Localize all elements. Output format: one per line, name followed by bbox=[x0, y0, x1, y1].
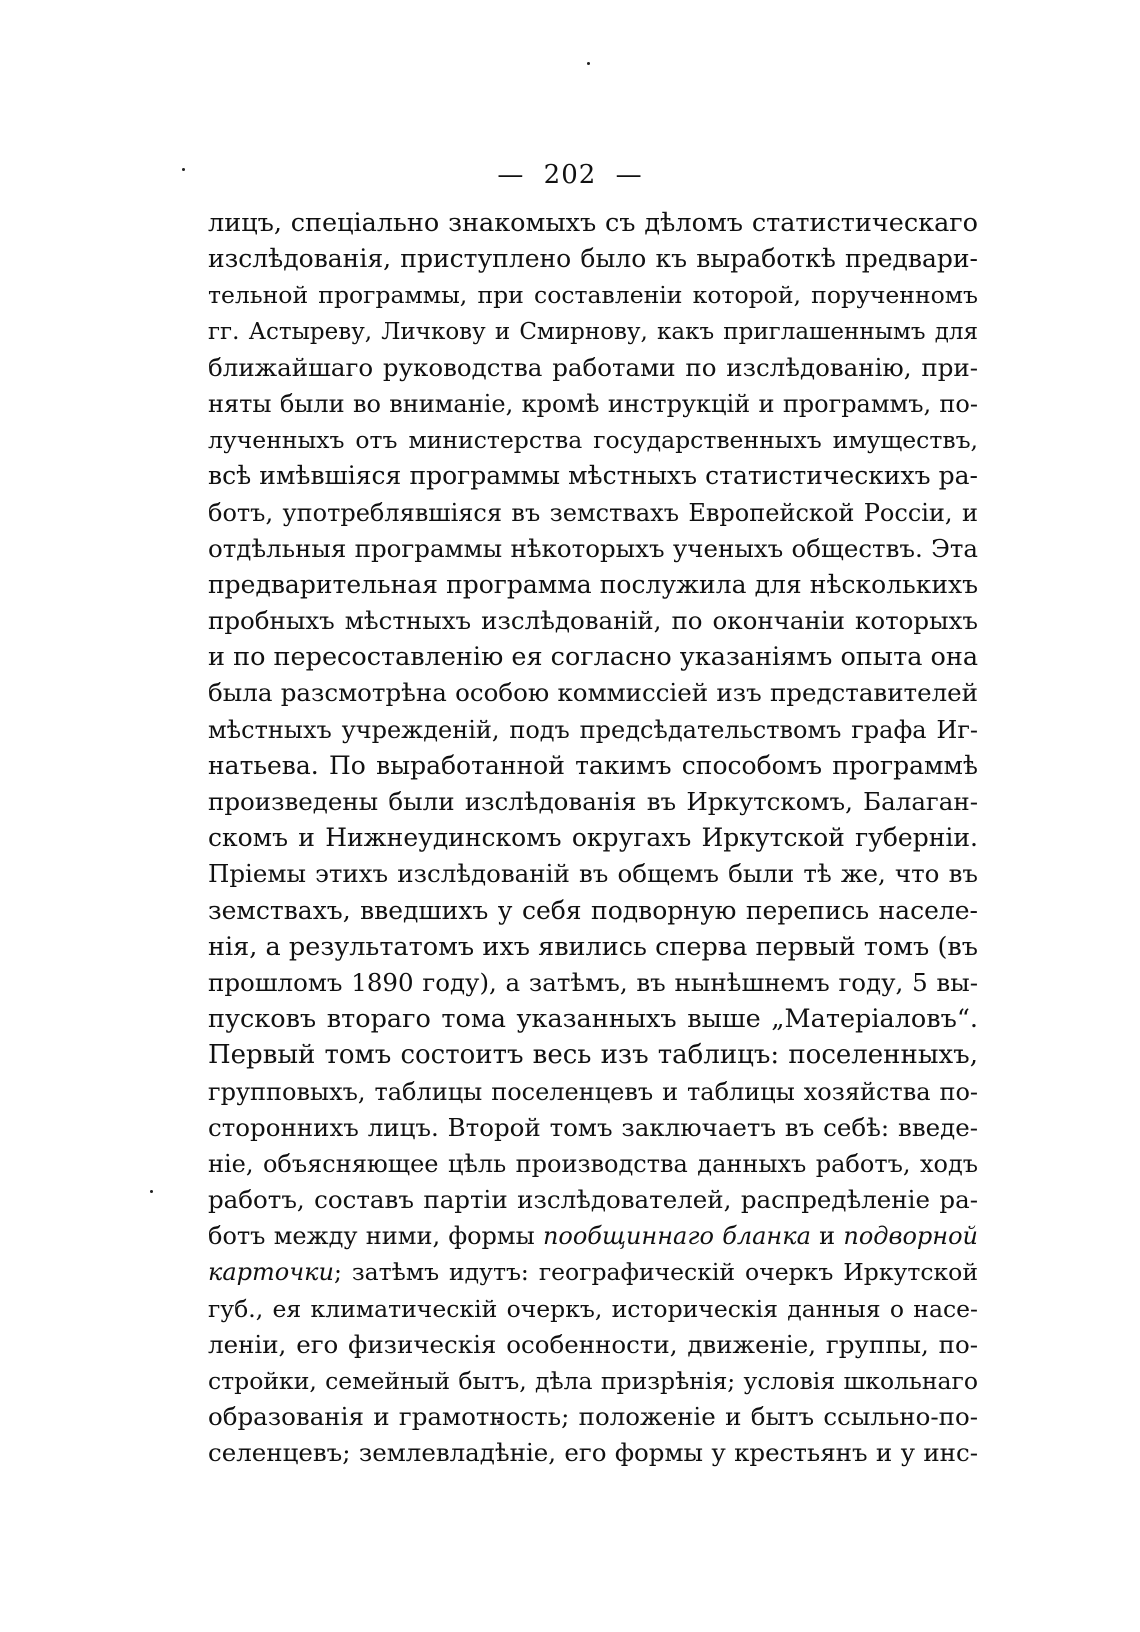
text-line: няты были во вниманіе, кромѣ инструкцій и программъ, по- bbox=[208, 389, 978, 418]
text-line-with-italics bbox=[208, 1218, 978, 1254]
text-line-with-italics bbox=[208, 1254, 978, 1290]
text-line: ніе, объясняющее цѣль производства данныхъ работъ, ходъ bbox=[208, 1149, 978, 1178]
text-line: отдѣльныя программы нѣкоторыхъ ученыхъ обществъ. Эта bbox=[208, 533, 978, 563]
text-line: селенцевъ; землевладѣніе, его формы у крестьянъ и у инс- bbox=[208, 1438, 978, 1468]
page-number-dash-right: — bbox=[615, 160, 643, 190]
text-line: гг. Астыреву, Личкову и Смирнову, какъ приглашеннымъ для bbox=[208, 318, 978, 345]
scan-speck bbox=[587, 62, 590, 65]
text-line: скомъ и Нижнеудинскомъ округахъ Иркутской губерніи. bbox=[208, 823, 978, 853]
text-line: предварительная программа послужила для нѣсколькихъ bbox=[208, 569, 978, 599]
text-line: Пріемы этихъ изслѣдованій въ общемъ были тѣ же, что въ bbox=[208, 859, 978, 889]
text-line: и по пересоставленію ея согласно указаніямъ опыта она bbox=[208, 642, 979, 673]
text-line: пробныхъ мѣстныхъ изслѣдованій, по окончаніи которыхъ bbox=[208, 606, 978, 636]
text-line: натьева. По выработанной такимъ способомъ программѣ bbox=[208, 750, 978, 780]
text-line: ближайшаго руководства работами по изслѣдованію, при- bbox=[208, 352, 978, 382]
text-line: ботъ, употреблявшіяся въ земствахъ Европейской Россіи, и bbox=[208, 498, 978, 527]
text-line: была разсмотрѣна особою коммиссіей изъ представителей bbox=[208, 678, 978, 708]
text-segment: ботъ между ними, формы bbox=[208, 1222, 543, 1251]
italic-term: подворной bbox=[843, 1222, 978, 1251]
page-number-value: 202 bbox=[543, 160, 597, 190]
text-line: образованія и грамотность; положеніе и бытъ ссыльно-по- bbox=[208, 1402, 978, 1432]
text-segment: и bbox=[810, 1222, 844, 1251]
text-line: прошломъ 1890 году), а затѣмъ, въ нынѣшнемъ году, 5 вы- bbox=[208, 967, 978, 997]
text-segment bbox=[714, 1222, 722, 1250]
page-number-dash-left: — bbox=[497, 160, 525, 190]
text-line: Первый томъ состоитъ весь изъ таблицъ: поселенныхъ, bbox=[208, 1040, 978, 1071]
page-number bbox=[0, 160, 1140, 190]
text-line: земствахъ, введшихъ у себя подворную перепись населе- bbox=[208, 895, 978, 925]
text-line: произведены были изслѣдованія въ Иркутскомъ, Балаган- bbox=[208, 787, 978, 816]
text-line: групповыхъ, таблицы поселенцевъ и таблицы хозяйства по- bbox=[208, 1077, 978, 1106]
text-segment: ; затѣмъ идутъ: географическій очеркъ Иркутской bbox=[333, 1258, 978, 1287]
italic-term: пообщиннаго bbox=[542, 1222, 714, 1251]
text-line: изслѣдованія, приступлено было къ выработкѣ предвари- bbox=[208, 244, 978, 274]
text-line: лицъ, спеціально знакомыхъ съ дѣломъ статистическаго bbox=[208, 208, 978, 238]
text-line: стороннихъ лицъ. Второй томъ заключаетъ въ себѣ: введе- bbox=[208, 1112, 978, 1142]
italic-term: карточки bbox=[208, 1258, 334, 1287]
text-line: лученныхъ отъ министерства государственныхъ имуществъ, bbox=[208, 426, 978, 455]
text-line: пусковъ втораго тома указанныхъ выше „Матеріаловъ“. bbox=[208, 1004, 978, 1035]
text-line: работъ, составъ партіи изслѣдователей, распредѣленіе ра- bbox=[208, 1185, 978, 1215]
text-line: всѣ имѣвшіяся программы мѣстныхъ статистическихъ ра- bbox=[208, 461, 978, 491]
text-line: леніи, его физическія особенности, движеніе, группы, по- bbox=[208, 1329, 978, 1359]
text-line: губ., ея климатическій очеркъ, историческія данныя о насе- bbox=[208, 1294, 978, 1323]
body-text bbox=[208, 205, 978, 1472]
italic-term: бланка bbox=[722, 1222, 811, 1251]
scan-speck bbox=[150, 1190, 153, 1193]
text-line: нія, а результатомъ ихъ явились сперва первый томъ (въ bbox=[208, 931, 978, 962]
text-line: тельной программы, при составленіи которой, порученномъ bbox=[208, 281, 978, 310]
text-line: стройки, семейный бытъ, дѣла призрѣнія; условія школьнаго bbox=[208, 1367, 978, 1395]
text-line: мѣстныхъ учрежденій, подъ предсѣдательствомъ графа Иг- bbox=[208, 715, 978, 744]
